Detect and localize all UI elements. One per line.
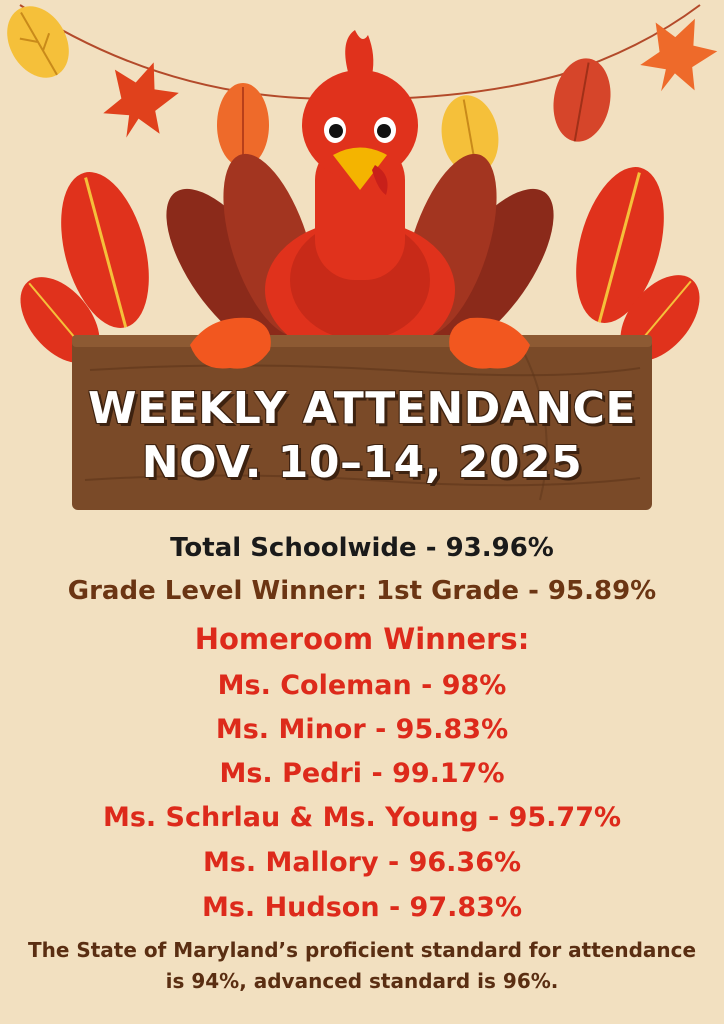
footnote-line-1: The State of Maryland’s proficient standard for attendance	[27, 938, 697, 962]
sign-title: WEEKLY ATTENDANCE	[88, 383, 636, 434]
sign-dates: NOV. 10–14, 2025	[141, 437, 583, 488]
attendance-footnote	[0, 935, 724, 997]
total-schoolwide: Total Schoolwide - 93.96%	[170, 533, 554, 563]
homeroom-winner: Ms. Mallory - 96.36%	[202, 847, 522, 878]
homeroom-winner: Ms. Hudson - 97.83%	[201, 892, 523, 923]
grade-level-winner: Grade Level Winner: 1st Grade - 95.89%	[67, 576, 657, 606]
leaf-icon	[0, 0, 81, 89]
turkey-illustration	[143, 30, 578, 371]
homeroom-winner: Ms. Coleman - 98%	[217, 670, 507, 701]
leaf-icon	[630, 4, 724, 105]
homeroom-heading: Homeroom Winners:	[194, 622, 530, 656]
homeroom-winner: Ms. Minor - 95.83%	[215, 714, 509, 745]
footnote-line-2: is 94%, advanced standard is 96%.	[165, 969, 559, 993]
leaf-icon	[547, 54, 617, 146]
homeroom-winner: Ms. Pedri - 99.17%	[219, 758, 505, 789]
homeroom-winner: Ms. Schrlau & Ms. Young - 95.77%	[102, 802, 622, 833]
